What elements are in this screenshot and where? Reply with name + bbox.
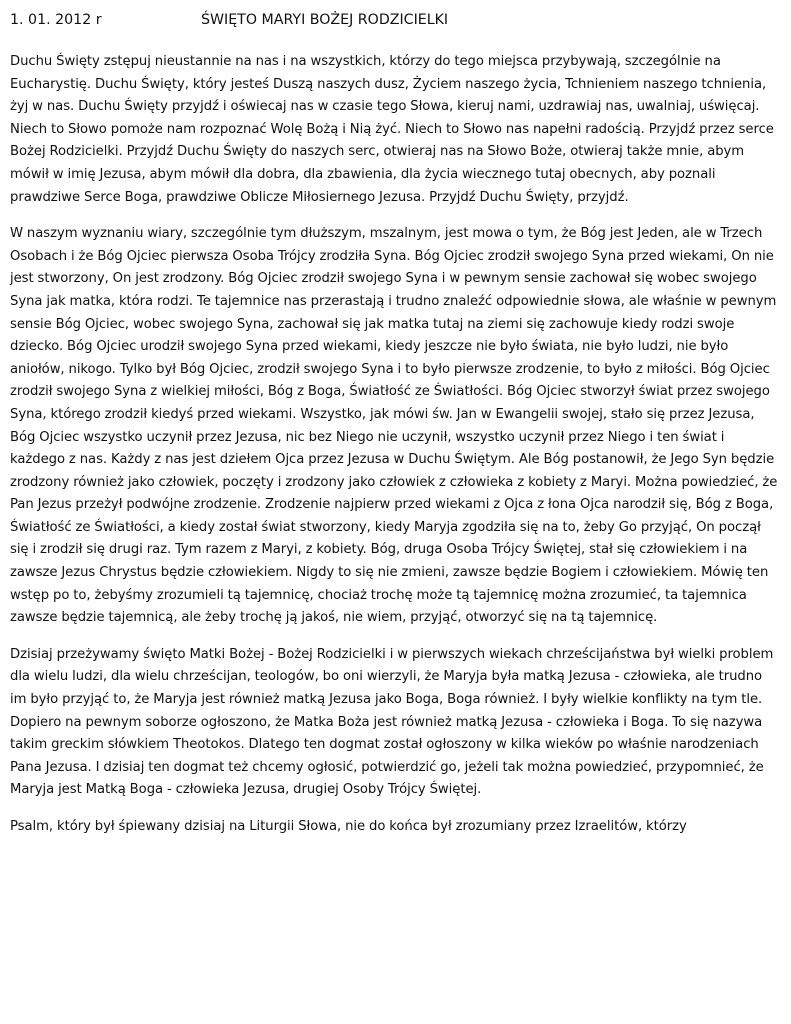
- document-title: ŚWIĘTO MARYI BOŻEJ RODZICIELKI: [201, 12, 449, 28]
- paragraph-theotokos: Dzisiaj przeżywamy święto Matki Bożej - Bożej Rodzicielki i w pierwszych wiekach chrześcijaństwa był wielki problem dla wielu ludzi, dla wielu chrześcijan, teologów, bo oni wierzyli, że Maryja była matką Jezusa - człowieka, ale trudno im było przyjąć to, że Maryja jest również matką Jezusa jako Boga, Boga również. I były wielkie konflikty na tym tle. Dopiero na pewnym soborze ogłoszono, że Matka Boża jest również matką Jezusa - człowieka i Boga. To się nazywa takim greckim słówkiem Theotokos. Dlatego ten dogmat został ogłoszony w kilka wieków po właśnie narodzeniach Pana Jezusa. I dzisiaj ten dogmat też chcemy ogłosić, potwierdzić go, jeżeli tak można powiedzieć, przypomnieć, że Maryja jest Matką Boga - człowieka Jezusa, drugiej Osoby Trójcy Świętej.: [10, 646, 774, 798]
- paragraph-psalm: Psalm, który był śpiewany dzisiaj na Liturgii Słowa, nie do końca był zrozumiany przez Izraelitów, którzy: [10, 819, 687, 834]
- paragraph-invocation: Duchu Święty zstępuj nieustannie na nas i na wszystkich, którzy do tego miejsca przybywają, szczególnie na Eucharystię. Duchu Święty, który jesteś Duszą naszych dusz, Życiem naszego życia, Tchnieniem naszego tchnienia, żyj w nas. Duchu Święty przyjdź i oświecaj nas w czasie tego Słowa, kieruj nami, uzdrawiaj nas, uwalniaj, uświęcaj. Niech to Słowo pomoże nam rozpoznać Wolę Bożą i Nią żyć. Niech to Słowo nas napełni radością. Przyjdź przez serce Bożej Rodzicielki. Przyjdź Duchu Święty do naszych serc, otwieraj nas na Słowo Boże, otwieraj także mnie, abym mówił w imię Jezusa, abym mówił dla dobra, dla zbawienia, dla życia wiecznego tutaj obecnych, aby poznali prawdziwe Serce Boga, prawdziwe Oblicze Miłosiernego Jezusa. Przyjdź Duchu Święty, przyjdź.: [10, 54, 774, 205]
- document-page: [10, 8, 782, 839]
- paragraph-creed: W naszym wyznaniu wiary, szczególnie tym dłuższym, mszalnym, jest mowa o tym, że Bóg jest Jeden, ale w Trzech Osobach i że Bóg Ojciec pierwsza Osoba Trójcy zrodziła Syna. Bóg Ojciec zrodził swojego Syna przed wiekami, On nie jest stworzony, On jest zrodzony. Bóg Ojciec zrodził swojego Syna i w pewnym sensie zachował się wobec swojego Syna jak matka, która rodzi. Te tajemnice nas przerastają i trudno znaleźć odpowiednie słowa, ale właśnie w pewnym sensie Bóg Ojciec, wobec swojego Syna, zachował się jak matka tutaj na ziemi się zachowuje kiedy rodzi swoje dziecko. Bóg Ojciec urodził swojego Syna przed wiekami, kiedy jeszcze nie było świata, nie było ludzi, nie było aniołów, nikogo. Tylko był Bóg Ojciec, zrodził swojego Syna i to było pierwsze zrodzenie, to było z miłości. Bóg Ojciec zrodził swojego Syna z wielkiej miłości, Bóg z Boga, Światłość ze Światłości. Bóg Ojciec stworzył świat przez swojego Syna, którego zrodził kiedyś przed wiekami. Wszystko, jak mówi św. Jan w Ewangelii swojej, stało się przez Jezusa, Bóg Ojciec wszystko uczynił przez Jezusa, nic bez Niego nie uczynił, wszystko uczynił przez Niego i ten świat i każdego z nas. Każdy z nas jest dziełem Ojca przez Jezusa w Duchu Świętym. Ale Bóg postanowił, że Jego Syn będzie zrodzony również jako człowiek, poczęty i zrodzony jako człowiek z człowieka z kobiety z Maryi. Można powiedzieć, że Pan Jezus przeżył podwójne zrodzenie. Zrodzenie najpierw przed wiekami z Ojca z łona Ojca narodził się, Bóg z Boga, Światłość ze Światłości, a kiedy został świat stworzony, kiedy Maryja zgodziła się na to, żeby Go przyjąć, On począł się i zrodził się drugi raz. Tym razem z Maryi, z kobiety. Bóg, druga Osoba Trójcy Świętej, stał się człowiekiem i na zawsze Jezus Chrystus będzie człowiekiem. Nigdy to się nie zmieni, zawsze będzie Bogiem i człowiekiem. Mówię ten wstęp po to, żebyśmy zrozumieli tą tajemnicę, chociaż trochę może tą tajemnicę można zrozumieć, ta tajemnica zawsze będzie tajemnicą, ale żeby trochę ją jakoś, nie wiem, przyjąć, otworzyć się na tą tajemnicę.: [10, 226, 778, 626]
- document-date: 1. 01. 2012 r: [10, 12, 102, 28]
- document-header: [10, 8, 782, 32]
- document-body: [10, 51, 782, 839]
